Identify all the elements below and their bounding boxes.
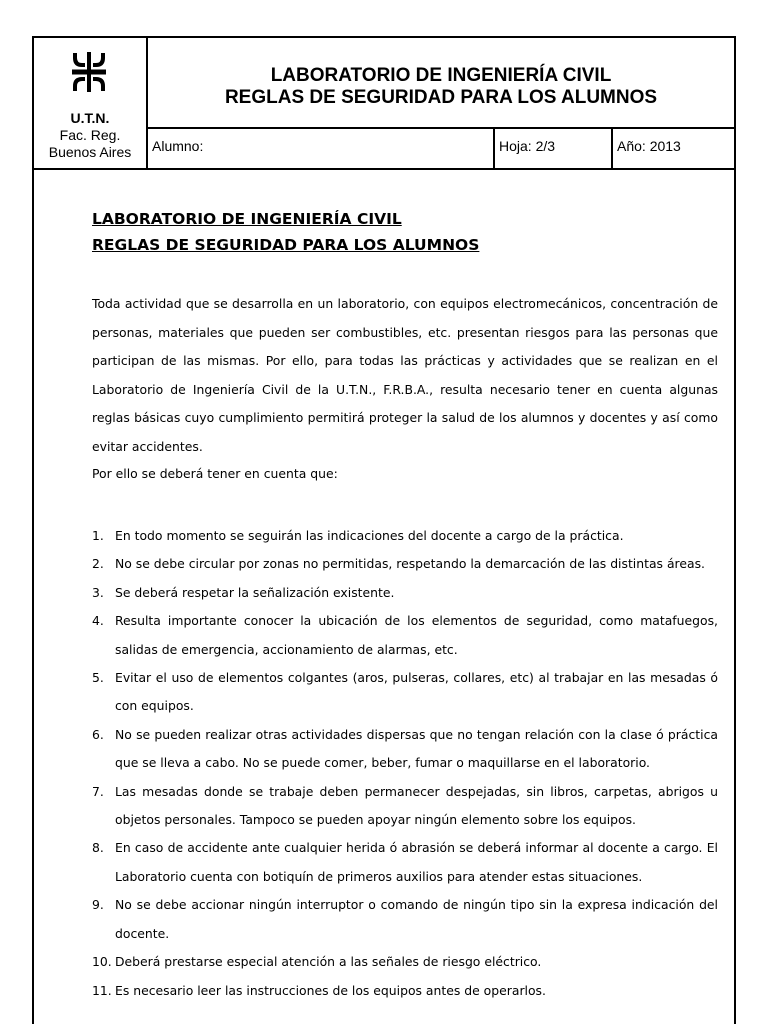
- institution-name: U.T.N.: [70, 110, 110, 126]
- utn-logo-icon: [68, 52, 110, 92]
- doc-heading-line1: LABORATORIO DE INGENIERÍA CIVIL: [92, 210, 402, 228]
- rule-item: [92, 607, 718, 664]
- rule-item: [92, 891, 718, 948]
- intro-paragraph: [92, 290, 718, 461]
- rule-number: 2.: [92, 556, 104, 572]
- rule-number: 7.: [92, 783, 104, 799]
- rule-item: [92, 834, 718, 891]
- rule-number: 11.: [92, 982, 112, 998]
- rule-text: En caso de accidente ante cualquier herida ó abrasión se deberá informar al docente a cargo. El Laboratorio cuenta con botiquín de primeros auxilios para atender estas situaciones.: [115, 840, 718, 884]
- rule-number: 3.: [92, 584, 104, 600]
- rule-text: En todo momento se seguirán las indicaciones del docente a cargo de la práctica.: [115, 528, 624, 543]
- year-field: Año: 2013: [617, 138, 681, 154]
- rule-item: [92, 948, 718, 976]
- header-info-row: [148, 129, 734, 168]
- institution-cell: [34, 38, 148, 168]
- doc-heading-line2: REGLAS DE SEGURIDAD PARA LOS ALUMNOS: [92, 236, 480, 254]
- rule-item: [92, 778, 718, 835]
- document-header: [34, 38, 734, 170]
- rule-item: [92, 977, 718, 1005]
- lead-text: Por ello se deberá tener en cuenta que:: [92, 466, 338, 481]
- alumno-field: Alumno:: [148, 129, 495, 168]
- rule-number: 8.: [92, 840, 104, 856]
- rule-number: 9.: [92, 897, 104, 913]
- rule-text: No se debe circular por zonas no permitidas, respetando la demarcación de las distintas áreas.: [115, 556, 705, 572]
- header-title-line2: REGLAS DE SEGURIDAD PARA LOS ALUMNOS: [224, 87, 658, 108]
- rule-number: 4.: [92, 613, 104, 629]
- rule-number: 1.: [92, 528, 104, 543]
- intro-text: Toda actividad que se desarrolla en un laboratorio, con equipos electromecánicos, concentración de personas, materiales que pueden ser combustibles, etc. presentan riesgos para las personas que participan de las mismas. Por ello, para todas las prácticas y actividades que se realizan en el Laboratorio de Ingeniería Civil de la U.T.N., F.R.B.A., resulta necesario tener en cuenta algunas reglas básicas cuyo cumplimiento permitirá proteger la salud de los alumnos y docentes y así como evitar accidentes.: [92, 296, 718, 454]
- rule-text: Es necesario leer las instrucciones de los equipos antes de operarlos.: [115, 982, 546, 998]
- rule-text: Deberá prestarse especial atención a las señales de riesgo eléctrico.: [115, 954, 542, 970]
- rule-number: 6.: [92, 726, 104, 742]
- institution-block: [34, 110, 146, 161]
- rule-text: Evitar el uso de elementos colgantes (aros, pulseras, collares, etc) al trabajar en las mesadas ó con equipos.: [115, 670, 718, 714]
- rule-item: [92, 522, 718, 550]
- page-number: Hoja: 2/3: [495, 129, 613, 168]
- rule-number: 10.: [92, 954, 112, 970]
- rule-number: 5.: [92, 670, 104, 686]
- rule-item: [92, 550, 718, 578]
- rules-list: [92, 522, 718, 1005]
- header-title-cell: [148, 38, 734, 129]
- header-title-line1: LABORATORIO DE INGENIERÍA CIVIL: [270, 65, 612, 86]
- rule-item: [92, 579, 718, 607]
- rule-text: Las mesadas donde se trabaje deben permanecer despejadas, sin libros, carpetas, abrigos u objetos personales. Tampoco se pueden apoyar ningún elemento sobre los equipos.: [115, 783, 718, 828]
- rule-item: [92, 664, 718, 721]
- rule-text: No se debe accionar ningún interruptor o comando de ningún tipo sin la expresa indicación del docente.: [115, 897, 718, 941]
- document-page: [32, 36, 736, 1024]
- institution-faculty: Fac. Reg.: [59, 127, 121, 143]
- rule-item: [92, 721, 718, 778]
- institution-city: Buenos Aires: [48, 144, 132, 160]
- rule-text: Resulta importante conocer la ubicación de los elementos de seguridad, como matafuegos, salidas de emergencia, accionamiento de alarmas, etc.: [115, 613, 718, 657]
- rule-text: Se deberá respetar la señalización existente.: [115, 584, 395, 600]
- rule-text: No se pueden realizar otras actividades dispersas que no tengan relación con la clase ó práctica que se lleva a cabo. No se puede comer, beber, fumar o maquillarse en el laboratorio.: [115, 726, 718, 771]
